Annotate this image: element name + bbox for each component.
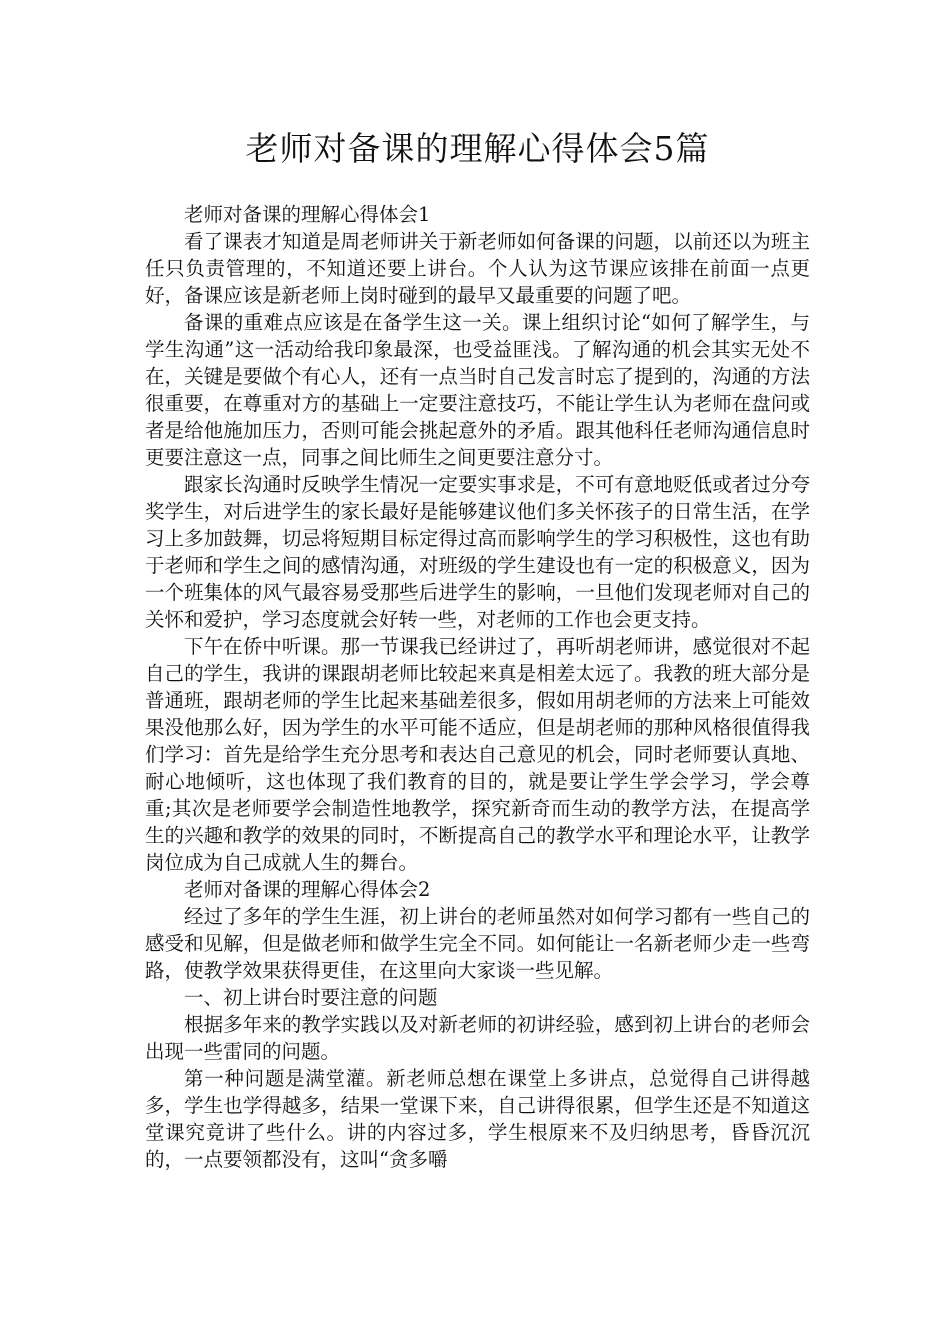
body-paragraph: 第一种问题是满堂灌。新老师总想在课堂上多讲点，总觉得自己讲得越多，学生也学得越多，结果一堂课下来，自己讲得很累，但学生还是不知道这堂课究竟讲了些什么。讲的内容过多，学生根原来不及归纳思考，昏昏沉沉的，一点要领都没有，这叫“贪多嚼 (145, 1067, 810, 1171)
body-paragraph: 跟家长沟通时反映学生情况一定要实事求是，不可有意地贬低或者过分夸奖学生，对后进学生的家长最好是能够建议他们多关怀孩子的日常生活，在学习上多加鼓舞，切忌将短期目标定得过高而影响学生的学习积极性，这也有助于老师和学生之间的感情沟通，对班级的学生建设也有一定的积极意义，因为一个班集体的风气最容易受那些后进学生的影响，一旦他们发现老师对自己的关怀和爱护，学习态度就会好转一些，对老师的工作也会更支持。 (145, 473, 810, 631)
section-heading-2: 老师对备课的理解心得体会2 (184, 878, 431, 901)
body-paragraph: 经过了多年的学生生涯，初上讲台的老师虽然对如何学习都有一些自己的感受和见解，但是做老师和做学生完全不同。如何能让一名新老师少走一些弯路，使教学效果获得更佳，在这里向大家谈一些见解。 (145, 905, 810, 982)
document-title: 老师对备课的理解心得体会5篇 (245, 129, 710, 168)
body-paragraph: 备课的重难点应该是在备学生这一关。课上组织讨论“如何了解学生，与学生沟通”这一活动给我印象最深，也受益匪浅。了解沟通的机会其实无处不在，关键是要做个有心人，还有一点当时自己发言时忘了提到的，沟通的方法很重要，在尊重对方的基础上一定要注意技巧，不能让学生认为老师在盘问或者是给他施加压力，否则可能会挑起意外的矛盾。跟其他科任老师沟通信息时更要注意这一点，同事之间比师生之间更要注意分寸。 (145, 311, 810, 469)
body-paragraph: 看了课表才知道是周老师讲关于新老师如何备课的问题，以前还以为班主任只负责管理的，不知道还要上讲台。个人认为这节课应该排在前面一点更好，备课应该是新老师上岗时碰到的最早又最重要的问题了吧。 (145, 230, 810, 307)
body-paragraph: 下午在侨中听课。那一节课我已经讲过了，再听胡老师讲，感觉很对不起自己的学生，我讲的课跟胡老师比较起来真是相差太远了。我教的班大部分是普通班，跟胡老师的学生比起来基础差很多，假如用胡老师的方法来上可能效果没他那么好，因为学生的水平可能不适应，但是胡老师的那种风格很值得我们学习：首先是给学生充分思考和表达自己意见的机会，同时老师要认真地、耐心地倾听，这也体现了我们教育的目的，就是要让学生学会学习，学会尊重;其次是老师要学会制造性地教学，探究新奇而生动的教学方法，在提高学生的兴趣和教学的效果的同时，不断提高自己的教学水平和理论水平，让教学岗位成为自己成就人生的舞台。 (145, 635, 810, 874)
document-page (145, 125, 810, 1173)
subsection-heading: 一、初上讲台时要注意的问题 (184, 986, 438, 1009)
body-paragraph: 根据多年来的教学实践以及对新老师的初讲经验，感到初上讲台的老师会出现一些雷同的问题。 (145, 1013, 810, 1063)
section-heading-1: 老师对备课的理解心得体会1 (184, 203, 431, 226)
